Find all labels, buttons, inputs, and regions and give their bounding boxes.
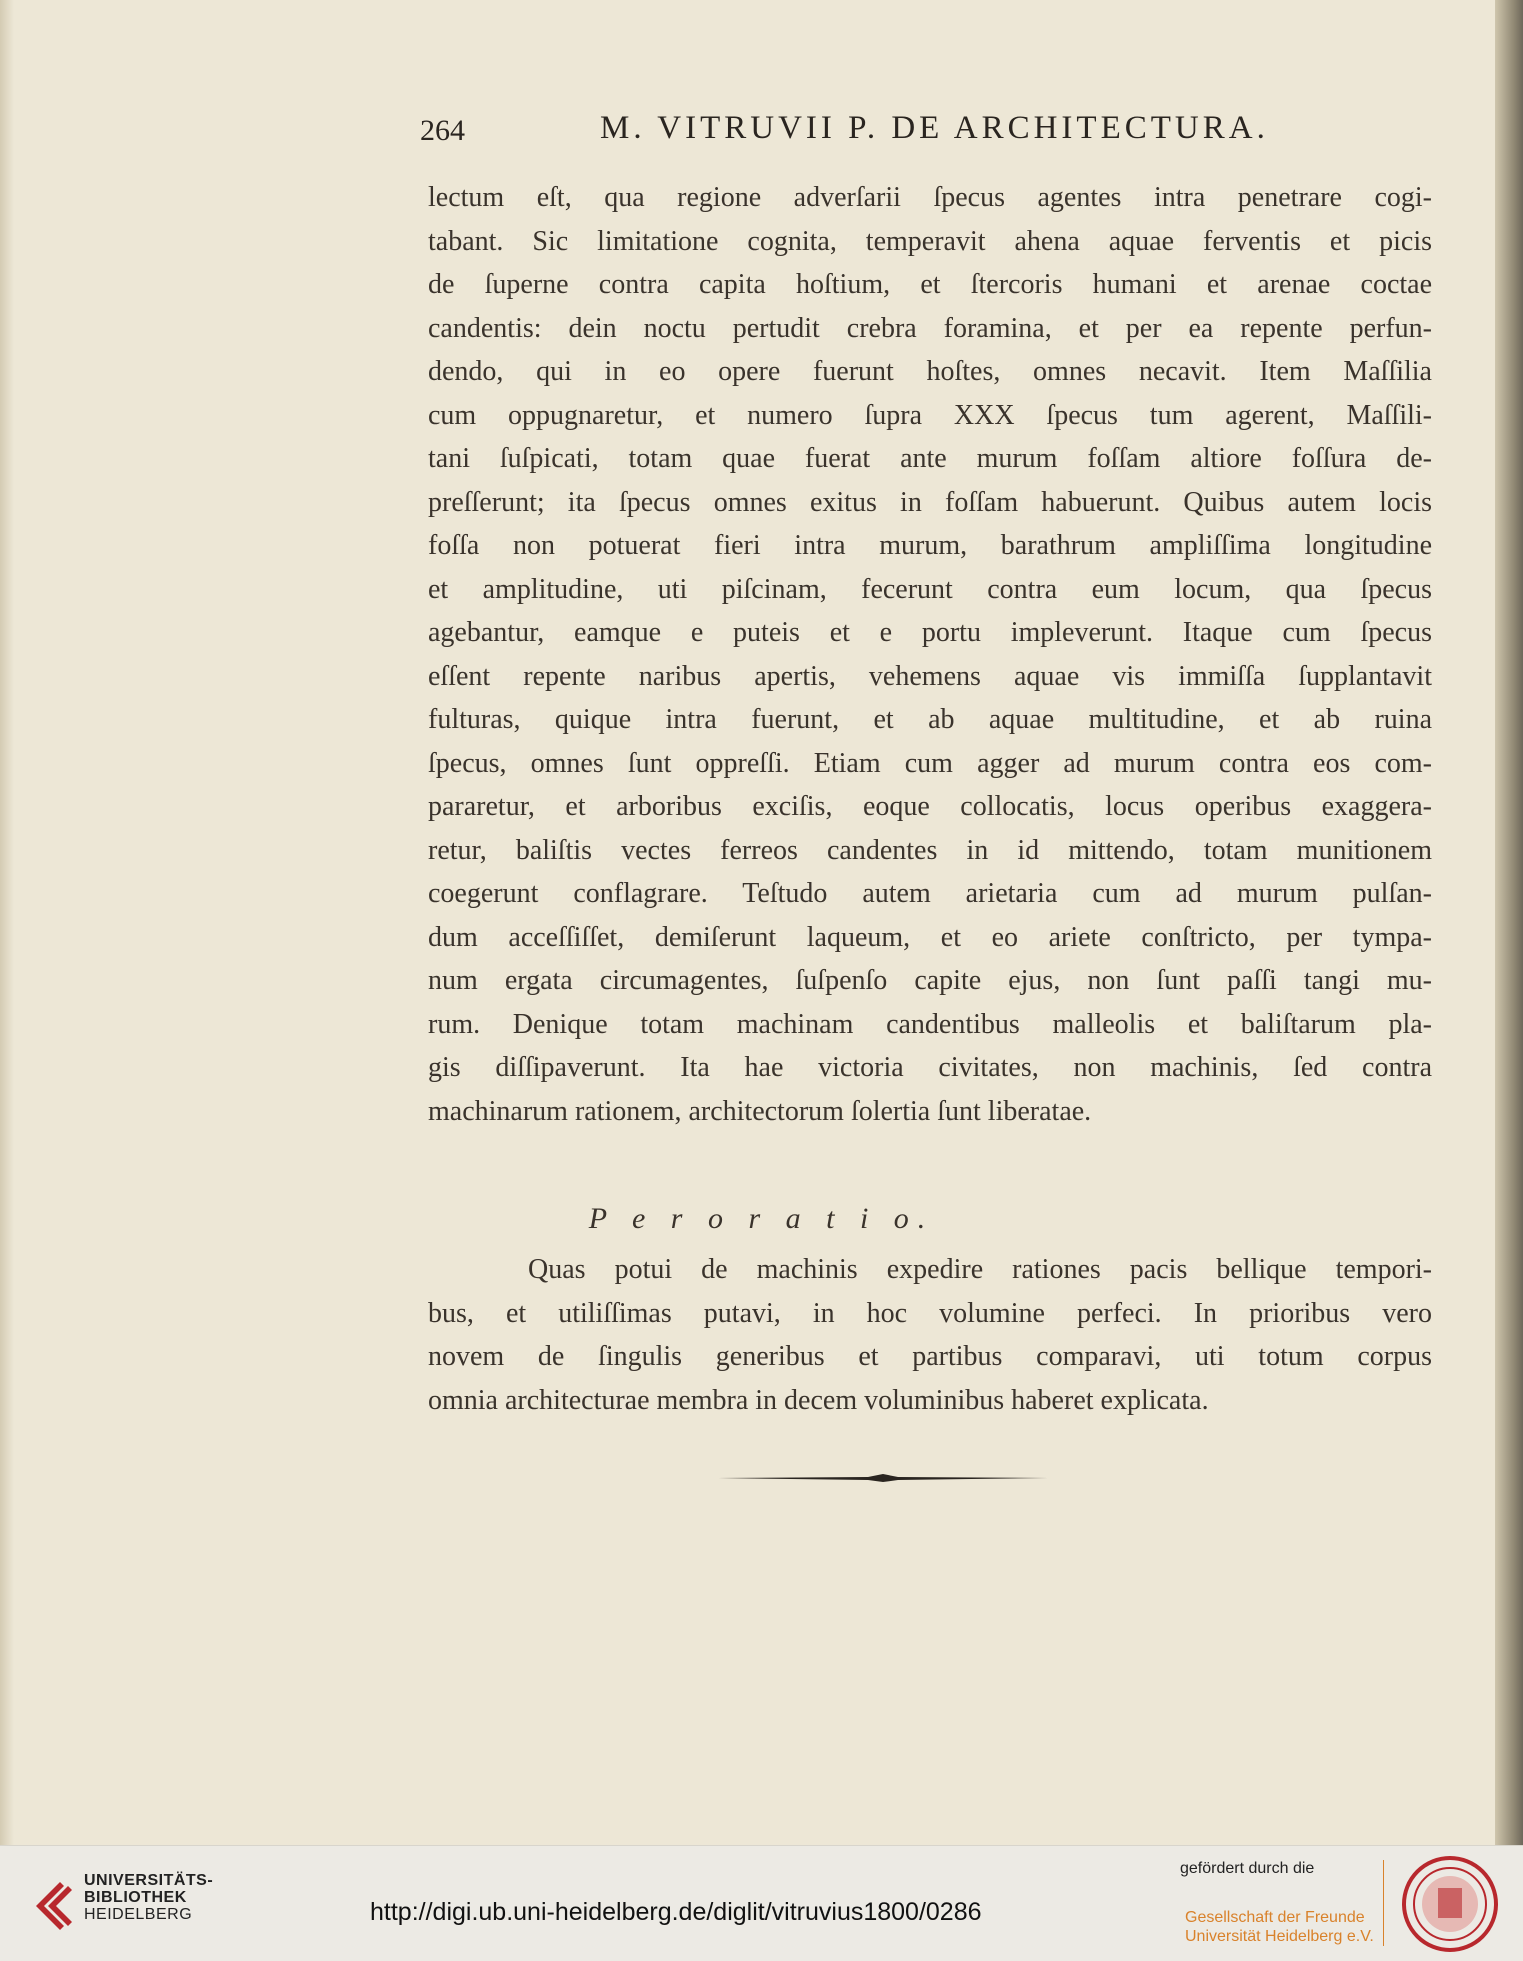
running-title: M. VITRUVII P. DE ARCHITECTURA. <box>600 110 1269 146</box>
page-left-edge <box>0 0 14 1845</box>
text-line: candentis: dein noctu pertudit crebra foramina, et per ea repente perfun- <box>428 312 1432 344</box>
text-line: gis diſſipaverunt. Ita hae victoria civitates, non machinis, ſed contra <box>428 1052 1432 1083</box>
text-line: tani ſuſpicati, totam quae fuerat ante murum foſſam altiore foſſura de- <box>428 443 1432 474</box>
footer-bar <box>0 1845 1523 1961</box>
library-name: UNIVERSITÄTS- BIBLIOTHEK HEIDELBERG <box>84 1872 214 1923</box>
text-line: machinarum rationem, architectorum ſolertia ſunt liberatae. <box>428 1095 1092 1127</box>
sponsor-prefix: gefördert durch die <box>1180 1860 1315 1877</box>
page-right-edge <box>1495 0 1523 1845</box>
page-number: 264 <box>420 114 465 147</box>
text-line: pararetur, et arboribus exciſis, eoque collocatis, locus operibus exaggera- <box>428 791 1432 822</box>
page-url-link[interactable]: http://digi.ub.uni-heidelberg.de/diglit/vitruvius1800/0286 <box>370 1898 982 1926</box>
section-heading: P e r o r a t i o. <box>588 1202 935 1235</box>
text-line: dendo, qui in eo opere fuerunt hoſtes, omnes necavit. Item Maſſilia <box>428 356 1432 387</box>
text-line: foſſa non potuerat fieri intra murum, barathrum ampliſſima longitudine <box>428 530 1432 561</box>
text-line: fulturas, quique intra fuerunt, et ab aquae multitudine, et ab ruina <box>428 704 1432 735</box>
text-line: omnia architecturae membra in decem voluminibus haberet explicata. <box>428 1384 1209 1416</box>
text-line: cum oppugnaretur, et numero ſupra XXX ſpecus tum agerent, Maſſili- <box>428 399 1432 431</box>
text-line: coegerunt conflagrare. Teſtudo autem arietaria cum ad murum pulſan- <box>428 878 1432 909</box>
text-line: bus, et utiliſſimas putavi, in hoc volumine perfeci. In prioribus vero <box>428 1297 1432 1329</box>
text-line: retur, baliſtis vectes ferreos candentes in id mittendo, totam munitionem <box>428 834 1432 866</box>
footer-divider <box>1383 1860 1384 1946</box>
text-line: et amplitudine, uti piſcinam, fecerunt contra eum locum, qua ſpecus <box>428 573 1432 605</box>
main-text <box>428 176 1432 1133</box>
text-line: novem de ſingulis generibus et partibus comparavi, uti totum corpus <box>428 1341 1432 1372</box>
text-line: ſpecus, omnes ſunt oppreſſi. Etiam cum agger ad murum contra eos com- <box>428 747 1432 779</box>
text-line: agebantur, eamque e puteis et e portu impleverunt. Itaque cum ſpecus <box>428 617 1432 648</box>
text-line: rum. Denique totam machinam candentibus malleolis et baliſtarum pla- <box>428 1008 1432 1040</box>
peroratio-text <box>428 1248 1432 1422</box>
text-line: de ſuperne contra capita hoſtium, et ſtercoris humani et arenae coctae <box>428 269 1432 300</box>
university-seal-icon <box>1400 1854 1500 1954</box>
text-line: preſſerunt; ita ſpecus omnes exitus in foſſam habuerunt. Quibus autem locis <box>428 486 1432 518</box>
text-line: eſſent repente naribus apertis, vehemens aquae vis immiſſa ſupplantavit <box>428 660 1432 692</box>
text-line: lectum eſt, qua regione adverſarii ſpecus agentes intra penetrare cogi- <box>428 182 1432 213</box>
text-line: dum acceſſiſſet, demiſerunt laqueum, et eo ariete conſtricto, per tympa- <box>428 921 1432 953</box>
text-line: num ergata circumagentes, ſuſpenſo capite ejus, non ſunt paſſi tangi mu- <box>428 965 1432 996</box>
ornament-rule <box>718 1470 1048 1486</box>
text-line: Quas potui de machinis expedire rationes pacis bellique tempori- <box>528 1254 1432 1285</box>
sponsor-name: Gesellschaft der Freunde Universität Heidelberg e.V. <box>1185 1909 1374 1945</box>
text-line: tabant. Sic limitatione cognita, temperavit ahena aquae ferventis et picis <box>428 225 1432 257</box>
